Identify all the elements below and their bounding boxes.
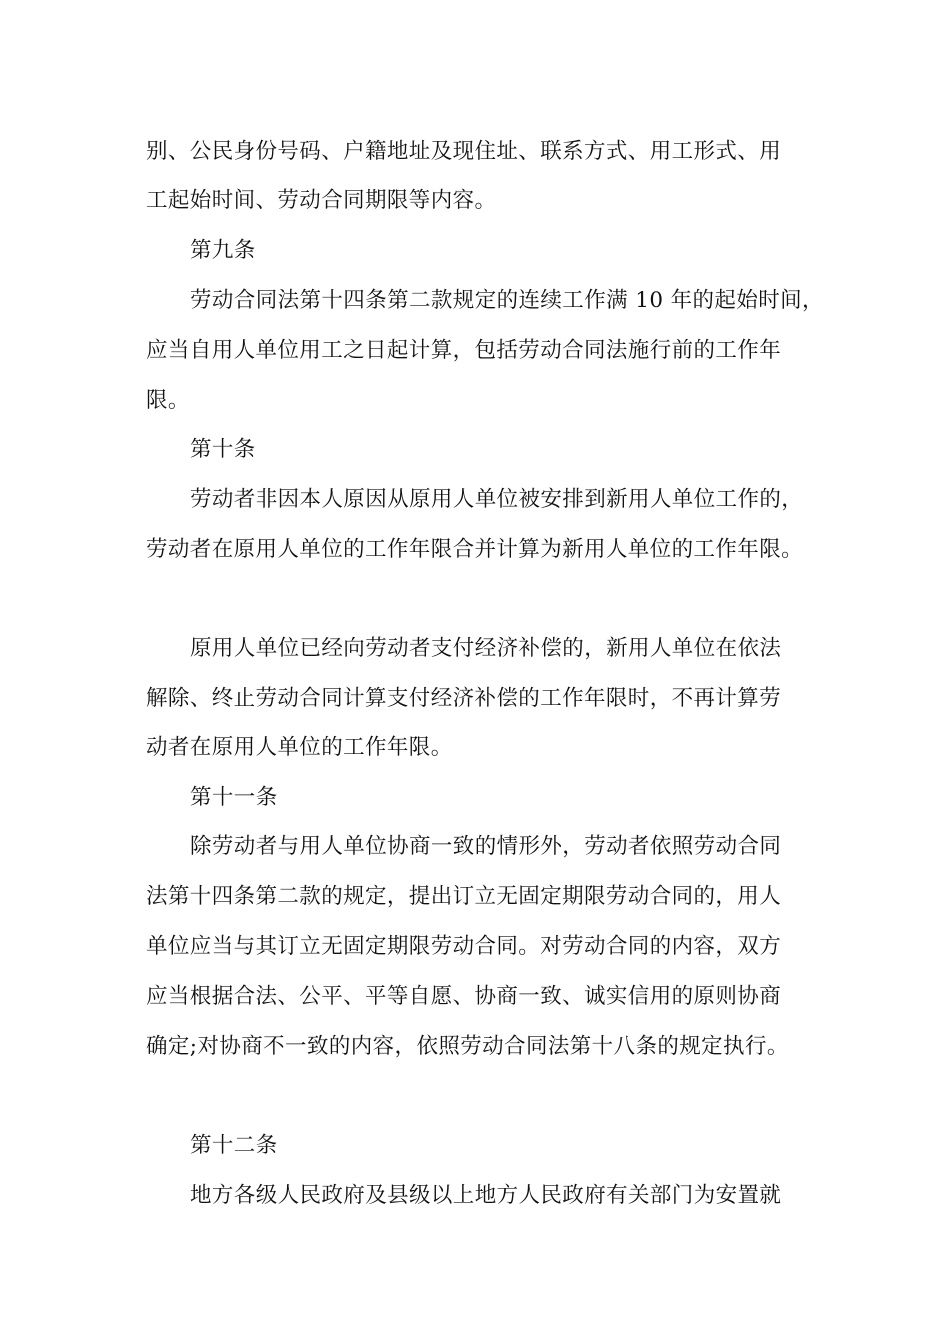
article-heading: 第十条 xyxy=(190,437,256,462)
body-text-line: 劳动者非因本人原因从原用人单位被安排到新用人单位工作的， xyxy=(190,487,804,512)
body-text-line: 别、公民身份号码、户籍地址及现住址、联系方式、用工形式、用 xyxy=(146,139,782,164)
body-text-line: 动者在原用人单位的工作年限。 xyxy=(146,735,453,760)
body-text-line: 原用人单位已经向劳动者支付经济补偿的，新用人单位在依法 xyxy=(190,636,782,661)
body-text-line: 应当根据合法、公平、平等自愿、协商一致、诚实信用的原则协商 xyxy=(146,984,782,1009)
body-text-line: 限。 xyxy=(146,388,190,413)
article-heading: 第九条 xyxy=(190,238,256,263)
body-text-line: 应当自用人单位用工之日起计算，包括劳动合同法施行前的工作年 xyxy=(146,338,782,363)
body-text-line: 地方各级人民政府及县级以上地方人民政府有关部门为安置就 xyxy=(190,1183,782,1208)
body-text-line: 除劳动者与用人单位协商一致的情形外，劳动者依照劳动合同 xyxy=(190,834,782,859)
body-text-line: 单位应当与其订立无固定期限劳动合同。对劳动合同的内容，双方 xyxy=(146,934,782,959)
article-heading: 第十一条 xyxy=(190,785,278,810)
body-text-line: 解除、终止劳动合同计算支付经济补偿的工作年限时，不再计算劳 xyxy=(146,686,782,711)
body-text-line: 劳动者在原用人单位的工作年限合并计算为新用人单位的工作年限。 xyxy=(146,537,804,562)
body-text-line: 工起始时间、劳动合同期限等内容。 xyxy=(146,188,497,213)
article-heading: 第十二条 xyxy=(190,1133,278,1158)
body-text-line: 确定;对协商不一致的内容，依照劳动合同法第十八条的规定执行。 xyxy=(146,1034,789,1059)
body-text-line: 法第十四条第二款的规定，提出订立无固定期限劳动合同的，用人 xyxy=(146,884,782,909)
body-text-line: 劳动合同法第十四条第二款规定的连续工作满 10 年的起始时间， xyxy=(190,288,824,313)
